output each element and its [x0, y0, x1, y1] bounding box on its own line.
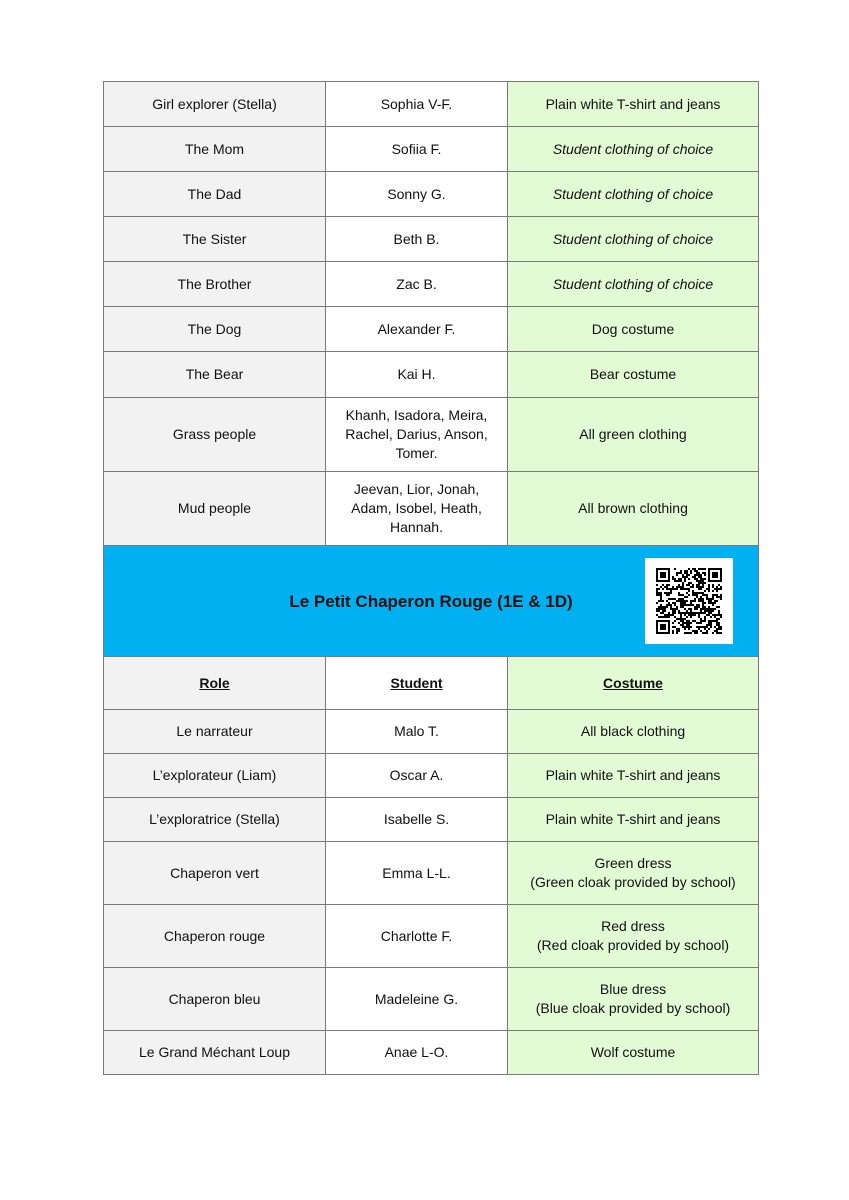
- student-cell: Zac B.: [326, 262, 508, 307]
- role-cell: The Brother: [104, 262, 326, 307]
- table-row: [104, 352, 759, 398]
- role-cell: L’explorateur (Liam): [104, 754, 326, 798]
- costume-cell: Bear costume: [508, 352, 759, 398]
- costume-cell: Dog costume: [508, 307, 759, 352]
- role-cell: Le narrateur: [104, 710, 326, 754]
- costume-cell: Student clothing of choice: [508, 217, 759, 262]
- costume-cell: Student clothing of choice: [508, 262, 759, 307]
- costume-cell: Wolf costume: [508, 1031, 759, 1075]
- role-cell: Chaperon rouge: [104, 905, 326, 968]
- role-cell: The Mom: [104, 127, 326, 172]
- costume-cell: Student clothing of choice: [508, 127, 759, 172]
- student-cell: Emma L-L.: [326, 842, 508, 905]
- costume-cell: Plain white T-shirt and jeans: [508, 82, 759, 127]
- table-row: [104, 905, 759, 968]
- column-header-costume: Costume: [508, 657, 759, 710]
- student-cell: Sofiia F.: [326, 127, 508, 172]
- role-cell: Chaperon bleu: [104, 968, 326, 1031]
- student-cell: Anae L-O.: [326, 1031, 508, 1075]
- student-cell: Sophia V-F.: [326, 82, 508, 127]
- student-cell: Alexander F.: [326, 307, 508, 352]
- student-cell: Kai H.: [326, 352, 508, 398]
- cast-table-bottom: [103, 656, 759, 1075]
- student-cell: Sonny G.: [326, 172, 508, 217]
- costume-cell: Plain white T-shirt and jeans: [508, 798, 759, 842]
- table-row: [104, 842, 759, 905]
- table-row: [104, 172, 759, 217]
- role-cell: Mud people: [104, 472, 326, 546]
- role-cell: The Dog: [104, 307, 326, 352]
- table-row: [104, 262, 759, 307]
- qr-code-icon[interactable]: [645, 558, 733, 644]
- role-cell: Grass people: [104, 398, 326, 472]
- table-row: [104, 307, 759, 352]
- table-row: [104, 968, 759, 1031]
- role-cell: L’exploratrice (Stella): [104, 798, 326, 842]
- section-banner: [103, 546, 759, 656]
- costume-cell: Green dress (Green cloak provided by school): [508, 842, 759, 905]
- costume-cell: Blue dress (Blue cloak provided by school): [508, 968, 759, 1031]
- costume-cell: Red dress (Red cloak provided by school): [508, 905, 759, 968]
- costume-cell: All brown clothing: [508, 472, 759, 546]
- table-row: [104, 798, 759, 842]
- student-cell: Khanh, Isadora, Meira, Rachel, Darius, Anson, Tomer.: [326, 398, 508, 472]
- table-row: [104, 82, 759, 127]
- role-cell: Chaperon vert: [104, 842, 326, 905]
- table-row: [104, 754, 759, 798]
- role-cell: The Bear: [104, 352, 326, 398]
- student-cell: Charlotte F.: [326, 905, 508, 968]
- section-title: Le Petit Chaperon Rouge (1E & 1D): [289, 592, 573, 611]
- table-row: [104, 710, 759, 754]
- table-row: [104, 217, 759, 262]
- costume-cell: All black clothing: [508, 710, 759, 754]
- table-row: [104, 398, 759, 472]
- role-cell: Le Grand Méchant Loup: [104, 1031, 326, 1075]
- costume-cell: Student clothing of choice: [508, 172, 759, 217]
- student-cell: Jeevan, Lior, Jonah, Adam, Isobel, Heath, Hannah.: [326, 472, 508, 546]
- role-cell: Girl explorer (Stella): [104, 82, 326, 127]
- table-row: [104, 127, 759, 172]
- student-cell: Isabelle S.: [326, 798, 508, 842]
- student-cell: Beth B.: [326, 217, 508, 262]
- table-row: [104, 472, 759, 546]
- role-cell: The Sister: [104, 217, 326, 262]
- table-header-row: [104, 657, 759, 710]
- table-row: [104, 1031, 759, 1075]
- role-cell: The Dad: [104, 172, 326, 217]
- cast-table-top: [103, 81, 759, 546]
- costume-cell: Plain white T-shirt and jeans: [508, 754, 759, 798]
- column-header-role: Role: [104, 657, 326, 710]
- student-cell: Madeleine G.: [326, 968, 508, 1031]
- column-header-student: Student: [326, 657, 508, 710]
- costume-cell: All green clothing: [508, 398, 759, 472]
- student-cell: Oscar A.: [326, 754, 508, 798]
- student-cell: Malo T.: [326, 710, 508, 754]
